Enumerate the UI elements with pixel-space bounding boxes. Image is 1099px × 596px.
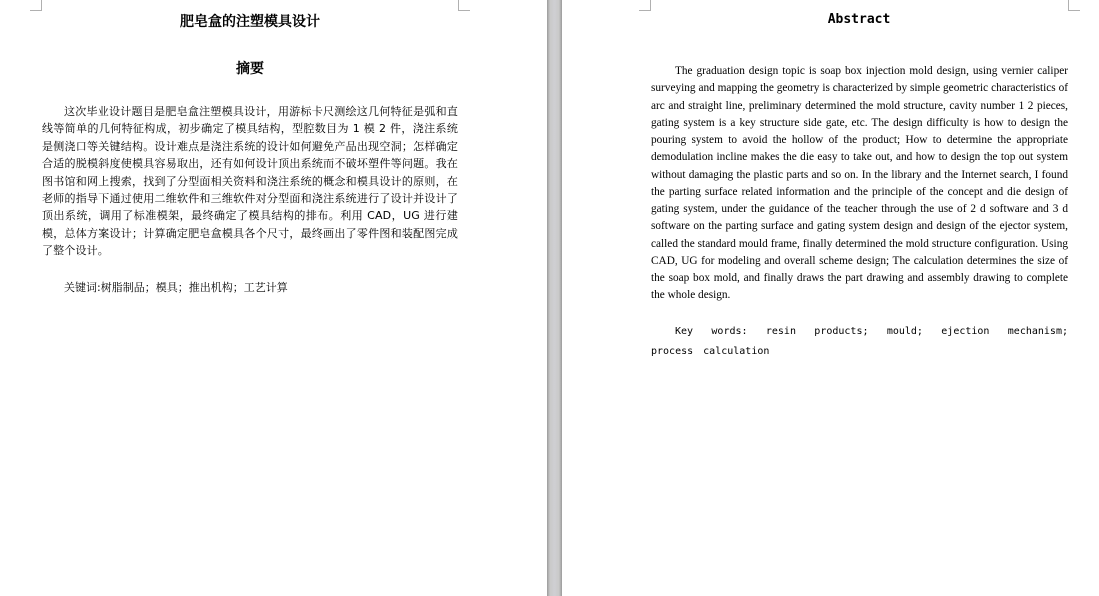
margin-corner-mark	[1068, 0, 1080, 11]
abstract-title-english: Abstract	[827, 12, 891, 27]
margin-corner-mark	[30, 0, 42, 11]
document-page-chinese	[0, 0, 547, 596]
keywords-chinese: 关键词:树脂制品；模具；推出机构；工艺计算	[64, 281, 288, 294]
abstract-body-english: The graduation design topic is soap box injection mold design, using vernier caliper surveying and mapping the geometry is characterized by simple geometric characteristics of arc and straight line, preliminary determined the mold structure, cavity number 1 2 pieces, gating system is a key structure side gate, etc. The design difficulty is how to design the pouring system to avoid the hollow of the product; How to determine the appropriate demodulation incline makes the die easy to take out, and how to design the top out system without damaging the plastic parts and so on. In the library and the Internet search, I found the parting surface related information and the principle of the concept and die design of gating system, under the guidance of the teacher through the use of 2 d software and 3 d software on the parting surface and gating system design and design of the ejector system, called the standard mould frame, finally determined the mold structure configuration. Using CAD, UG for modeling and overall scheme design; The calculation determines the size of the soap box mold, and finally draws the part drawing and assembly drawing to complete the whole design.	[651, 65, 1068, 302]
abstract-body-chinese: 这次毕业设计题目是肥皂盒注塑模具设计，用游标卡尺测绘这几何特征是弧和直线等简单的几何特征构成，初步确定了模具结构，型腔数目为 1 模 2 件，浇注系统是侧浇口等关键结构。设计难点是浇注系统的设计如何避免产品出现空洞；怎样确定合适的脱模斜度使模具容易取出，还有如何设计顶出系统而不破坏塑件等问题。我在图书馆和网上搜索，找到了分型面相关资料和浇注系统的概念和模具设计的原则，在老师的指导下通过使用二维软件和三维软件对分型面和浇注系统进行了设计并设计了顶出系统，调用了标准模架，最终确定了模具结构的排布。利用 CAD，UG 进行建模，总体方案设计；计算确定肥皂盒模具各个尺寸，最终画出了零件图和装配图完成了整个设计。	[42, 105, 458, 258]
margin-corner-mark	[458, 0, 470, 11]
document-page-english	[562, 0, 1099, 596]
margin-corner-mark	[639, 0, 651, 11]
document-title: 肥皂盒的注塑模具设计	[180, 14, 320, 30]
page-gap	[547, 0, 562, 596]
keywords-english: Key words: resin products; mould; ejection mechanism; process calculation	[651, 326, 1068, 357]
abstract-heading: 摘要	[236, 61, 264, 77]
